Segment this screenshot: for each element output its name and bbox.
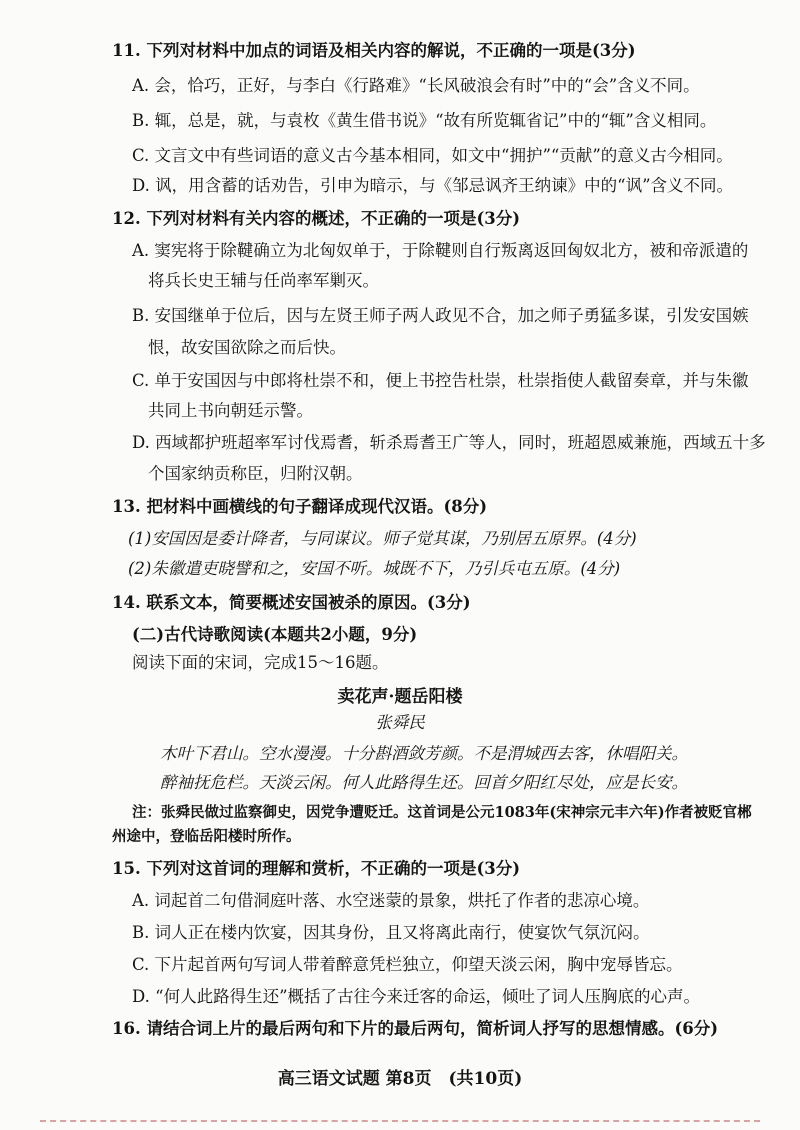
q15-option-a: A. 词起首二句借洞庭叶落、水空迷蒙的景象，烘托了作者的悲凉心境。 xyxy=(132,891,650,910)
poem-line-2: 醉袖抚危栏。天淡云闲。何人此路得生还。回首夕阳红尽处，应是长安。 xyxy=(160,773,688,792)
q12-option-a-line2: 将兵长史王辅与任尚率军剿灭。 xyxy=(148,271,379,290)
section2-title: (二)古代诗歌阅读(本题共2小题，9分) xyxy=(132,625,418,644)
q14-stem: 14. 联系文本，简要概述安国被杀的原因。(3分) xyxy=(112,593,471,612)
page-footer: 高三语文试题 第8页 (共10页) xyxy=(277,1069,523,1089)
q12-option-b-line2: 恨，故安国欲除之而后快。 xyxy=(148,338,346,357)
section2-instruction: 阅读下面的宋词，完成15～16题。 xyxy=(132,653,389,672)
q11-option-a: A. 会，恰巧，正好，与李白《行路难》“长风破浪会有时”中的“会”含义不同。 xyxy=(132,76,700,95)
q13-sentence-1: (1)安国因是委计降者，与同谋议。师子觉其谋，乃别居五原界。(4分) xyxy=(128,529,637,548)
q12-option-d-line2: 个国家纳贡称臣，归附汉朝。 xyxy=(148,464,363,483)
poem-line-1: 木叶下君山。空水漫漫。十分斟酒敛芳颜。不是渭城西去客，休唱阳关。 xyxy=(160,744,688,763)
q12-option-d-line1: D. 西域都护班超率军讨伐焉耆，斩杀焉耆王广等人，同时，班超恩威兼施，西域五十多 xyxy=(132,433,766,452)
q12-stem: 12. 下列对材料有关内容的概述，不正确的一项是(3分) xyxy=(112,209,521,228)
q15-option-d: D. “何人此路得生还”概括了古往今来迁客的命运，倾吐了词人压胸底的心声。 xyxy=(132,987,701,1006)
cut-line-divider xyxy=(40,1120,760,1122)
q11-stem: 11. 下列对材料中加点的词语及相关内容的解说，不正确的一项是(3分) xyxy=(112,41,636,60)
q12-option-c-line2: 共同上书向朝廷示警。 xyxy=(148,401,313,420)
q15-option-c: C. 下片起首两句写词人带着醉意凭栏独立，仰望天淡云闲，胸中宠辱皆忘。 xyxy=(132,955,683,974)
q11-option-b: B. 辄，总是，就，与袁枚《黄生借书说》“故有所览辄省记”中的“辄”含义相同。 xyxy=(132,111,717,130)
q15-stem: 15. 下列对这首词的理解和赏析，不正确的一项是(3分) xyxy=(112,859,521,878)
q11-option-d: D. 讽，用含蓄的话劝告，引申为暗示，与《邹忌讽齐王纳谏》中的“讽”含义不同。 xyxy=(132,176,734,195)
q15-option-b: B. 词人正在楼内饮宴，因其身份，且又将离此南行，使宴饮气氛沉闷。 xyxy=(132,923,650,942)
q16-stem: 16. 请结合词上片的最后两句和下片的最后两句，简析词人抒写的思想情感。(6分) xyxy=(112,1019,719,1038)
poem-note-line1: 注：张舜民做过监察御史，因党争遭贬迁。这首词是公元1083年(宋神宗元丰六年)作者被贬官郴 xyxy=(132,804,752,821)
q13-sentence-2: (2)朱徽遣吏晓譬和之，安国不听。城既不下，乃引兵屯五原。(4分) xyxy=(128,559,621,578)
poem-note-line2: 州途中，登临岳阳楼时所作。 xyxy=(112,828,301,845)
q12-option-c-line1: C. 单于安国因与中郎将杜崇不和，便上书控告杜崇，杜崇指使人截留奏章，并与朱徽 xyxy=(132,371,749,390)
poem-author: 张舜民 xyxy=(375,713,425,732)
q11-option-c: C. 文言文中有些词语的意义古今基本相同，如文中“拥护”“贡献”的意义古今相同。 xyxy=(132,146,733,165)
q12-option-a-line1: A. 窦宪将于除鞬确立为北匈奴单于，于除鞬则自行叛离返回匈奴北方，被和帝派遣的 xyxy=(132,241,749,260)
q12-option-b-line1: B. 安国继单于位后，因与左贤王师子两人政见不合，加之师子勇猛多谋，引发安国嫉 xyxy=(132,306,749,325)
q13-stem: 13. 把材料中画横线的句子翻译成现代汉语。(8分) xyxy=(112,497,488,516)
poem-title: 卖花声·题岳阳楼 xyxy=(337,687,463,707)
